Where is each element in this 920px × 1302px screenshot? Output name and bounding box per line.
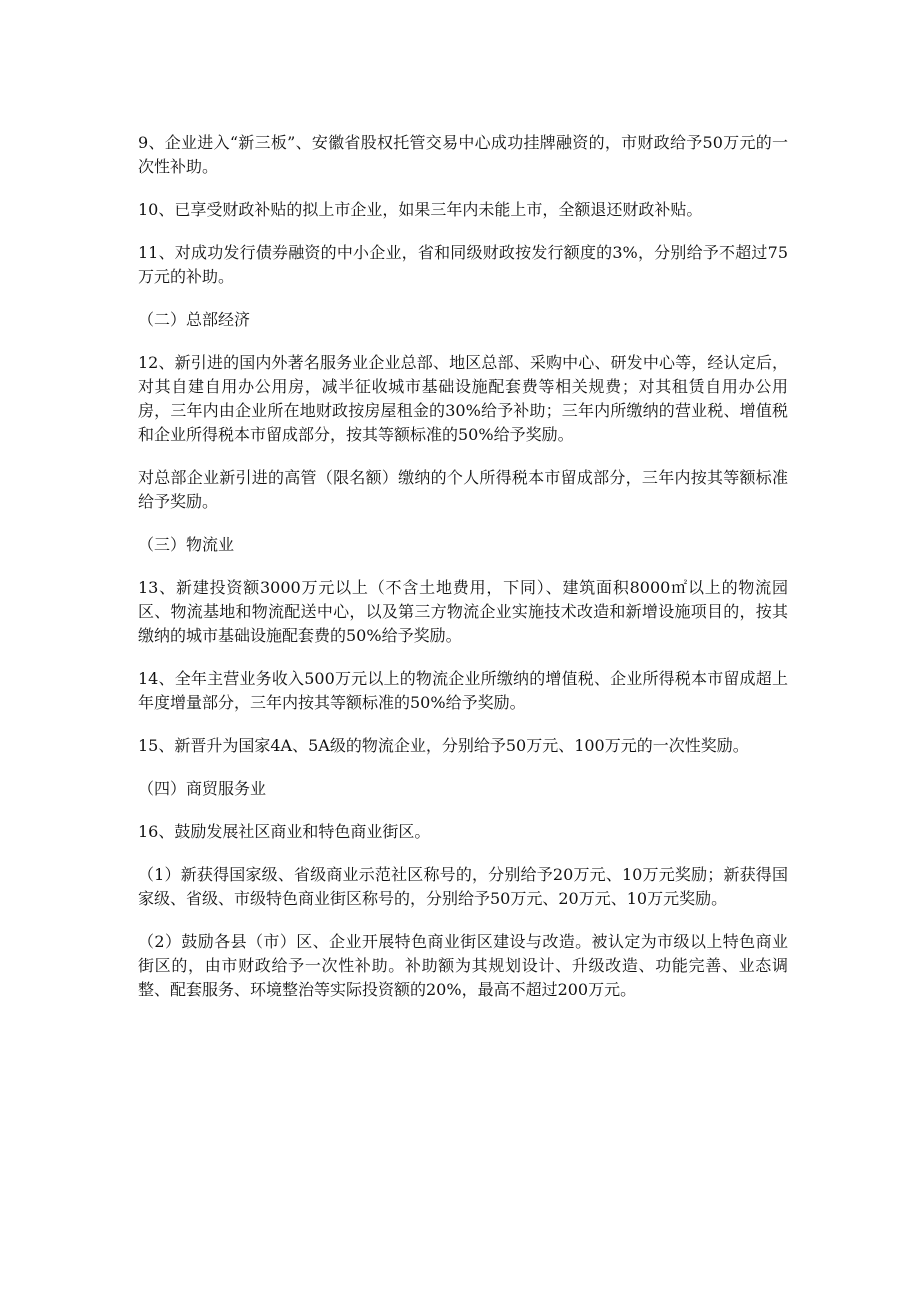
paragraph-item-12: 12、新引进的国内外著名服务业企业总部、地区总部、采购中心、研发中心等，经认定后，对其自建自用办公用房，减半征收城市基础设施配套费等相关规费；对其租赁自用办公用房，三年内由企业所在地财政按房屋租金的30%给予补助；三年内所缴纳的营业税、增值税和企业所得税本市留成部分，按其等额标准的50%给予奖励。 <box>138 353 788 444</box>
paragraph-item-15: 15、新晋升为国家4A、5A级的物流企业，分别给予50万元、100万元的一次性奖励。 <box>138 736 749 755</box>
paragraph-item-11: 11、对成功发行债券融资的中小企业，省和同级财政按发行额度的3%，分别给予不超过75万元的补助。 <box>138 243 788 286</box>
paragraph-item-14: 14、全年主营业务收入500万元以上的物流企业所缴纳的增值税、企业所得税本市留成超上年度增量部分，三年内按其等额标准的50%给予奖励。 <box>138 669 788 712</box>
paragraph-executive-tax-reward: 对总部企业新引进的高管（限名额）缴纳的个人所得税本市留成部分，三年内按其等额标准给予奖励。 <box>138 468 788 511</box>
section-heading-headquarters-economy: （二）总部经济 <box>138 310 251 329</box>
section-heading-commerce-services: （四）商贸服务业 <box>138 779 267 798</box>
document-body <box>138 131 788 1021</box>
paragraph-item-10: 10、已享受财政补贴的拟上市企业，如果三年内未能上市，全额退还财政补贴。 <box>138 200 703 219</box>
paragraph-item-16-1: （1）新获得国家级、省级商业示范社区称号的，分别给予20万元、10万元奖励；新获得国家级、省级、市级特色商业街区称号的，分别给予50万元、20万元、10万元奖励。 <box>138 865 788 908</box>
paragraph-item-16: 16、鼓励发展社区商业和特色商业街区。 <box>138 822 431 841</box>
paragraph-item-13: 13、新建投资额3000万元以上（不含土地费用，下同）、建筑面积8000㎡以上的物流园区、物流基地和物流配送中心，以及第三方物流企业实施技术改造和新增设施项目的，按其缴纳的城市基础设施配套费的50%给予奖励。 <box>138 578 788 645</box>
paragraph-item-16-2: （2）鼓励各县（市）区、企业开展特色商业街区建设与改造。被认定为市级以上特色商业街区的，由市财政给予一次性补助。补助额为其规划设计、升级改造、功能完善、业态调整、配套服务、环境整治等实际投资额的20%，最高不超过200万元。 <box>138 932 788 999</box>
paragraph-item-9: 9、企业进入“新三板”、安徽省股权托管交易中心成功挂牌融资的，市财政给予50万元的一次性补助。 <box>138 133 788 176</box>
section-heading-logistics: （三）物流业 <box>138 535 235 554</box>
